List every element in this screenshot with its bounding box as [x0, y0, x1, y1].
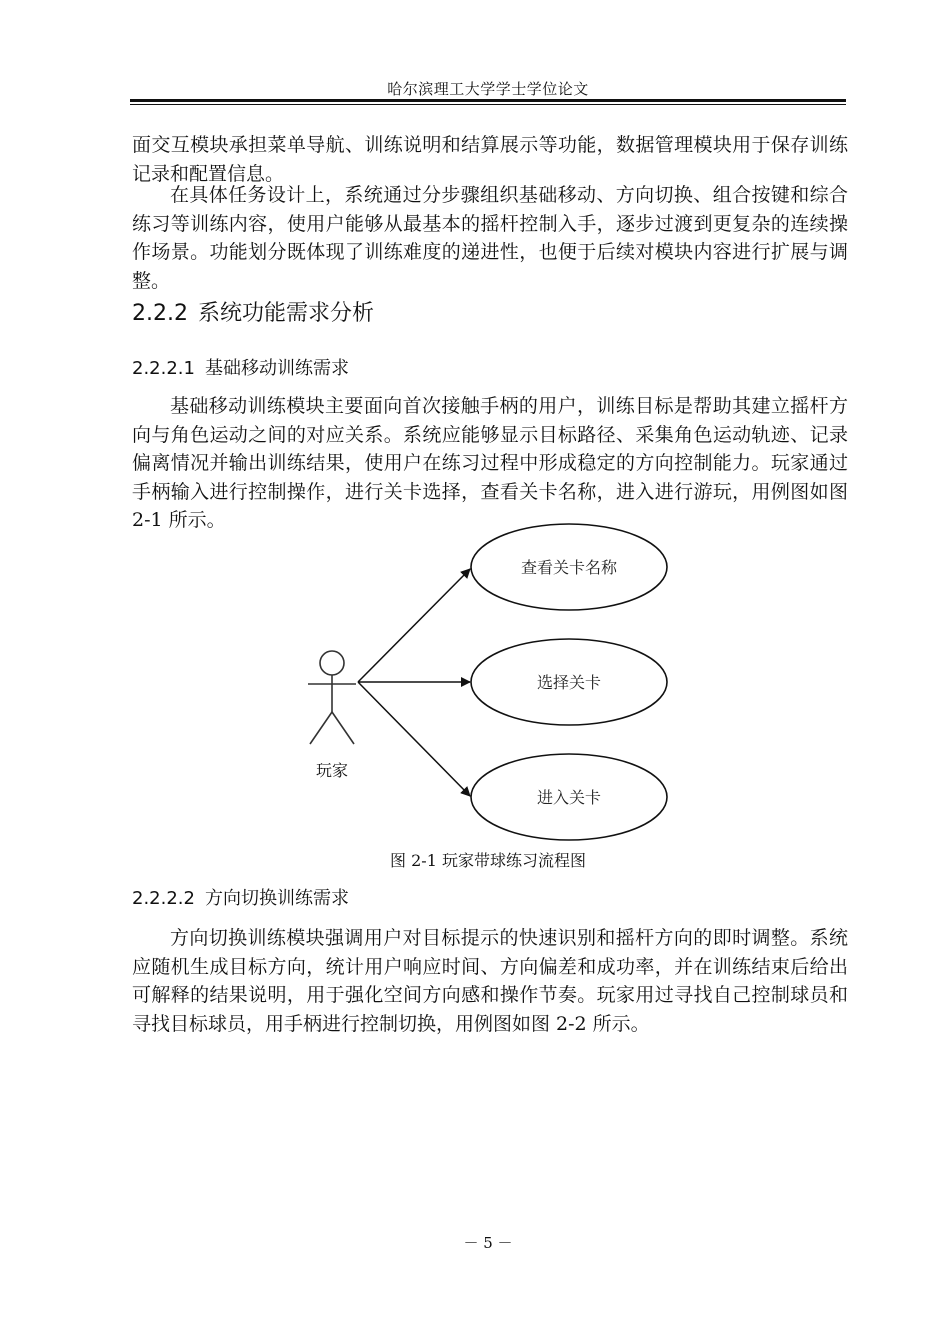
- page-header: 哈尔滨理工大学学士学位论文: [387, 80, 589, 98]
- use-case-label: 查看关卡名称: [520, 558, 618, 577]
- subsection-title: 基础移动训练需求: [204, 358, 349, 379]
- subsection-number: 2.2.2.2: [132, 888, 195, 909]
- actor-figure: [308, 651, 356, 744]
- subsection-title: 方向切换训练需求: [204, 888, 349, 909]
- subsection-number: 2.2.2.1: [132, 358, 195, 379]
- section-heading: [132, 296, 374, 327]
- paragraph-3: 基础移动训练模块主要面向首次接触手柄的用户，训练目标是帮助其建立摇杆方向与角色运动之间的对应关系。系统应能够显示目标路径、采集角色运动轨迹、记录偏离情况并输出训练结果，使用户在练习过程中形成稳定的方向控制能力。玩家通过手柄输入进行控制操作，进行关卡选择，查看关卡名称，进入进行游玩，用例图如图 2-1 所示。: [132, 395, 848, 531]
- header-rule-thin: [130, 104, 846, 105]
- paragraph-4: 方向切换训练模块强调用户对目标提示的快速识别和摇杆方向的即时调整。系统应随机生成目标方向，统计用户响应时间、方向偏差和成功率，并在训练结束后给出可解释的结果说明，用于强化空间方向感和操作节奏。玩家用过寻找自己控制球员和寻找目标球员，用手柄进行控制切换，用例图如图 2-2 所示。: [132, 927, 848, 1035]
- figure-caption: 图 2-1 玩家带球练习流程图: [390, 851, 586, 870]
- subsection-heading-1: [132, 354, 349, 380]
- paragraph-1: 面交互模块承担菜单导航、训练说明和结算展示等功能，数据管理模块用于保存训练记录和配置信息。: [132, 134, 848, 185]
- association-arrow: [358, 682, 470, 796]
- actor-label: 玩家: [315, 761, 349, 780]
- use-case-diagram: [296, 522, 686, 852]
- header-rule-thick: [130, 99, 846, 102]
- section-title: 系统功能需求分析: [197, 301, 374, 326]
- paragraph-2: 在具体任务设计上，系统通过分步骤组织基础移动、方向切换、组合按键和综合练习等训练内容，使用户能够从最基本的摇杆控制入手，逐步过渡到更复杂的连续操作场景。功能划分既体现了训练难度的递进性，也便于后续对模块内容进行扩展与调整。: [132, 184, 848, 292]
- page-number: － 5 －: [463, 1234, 513, 1252]
- use-case-label: 选择关卡: [536, 673, 602, 692]
- use-case-diagram-svg: [296, 522, 686, 852]
- subsection-heading-2: [132, 884, 349, 910]
- section-number: 2.2.2: [132, 301, 188, 326]
- association-arrow: [358, 569, 470, 682]
- use-case-label: 进入关卡: [536, 788, 602, 807]
